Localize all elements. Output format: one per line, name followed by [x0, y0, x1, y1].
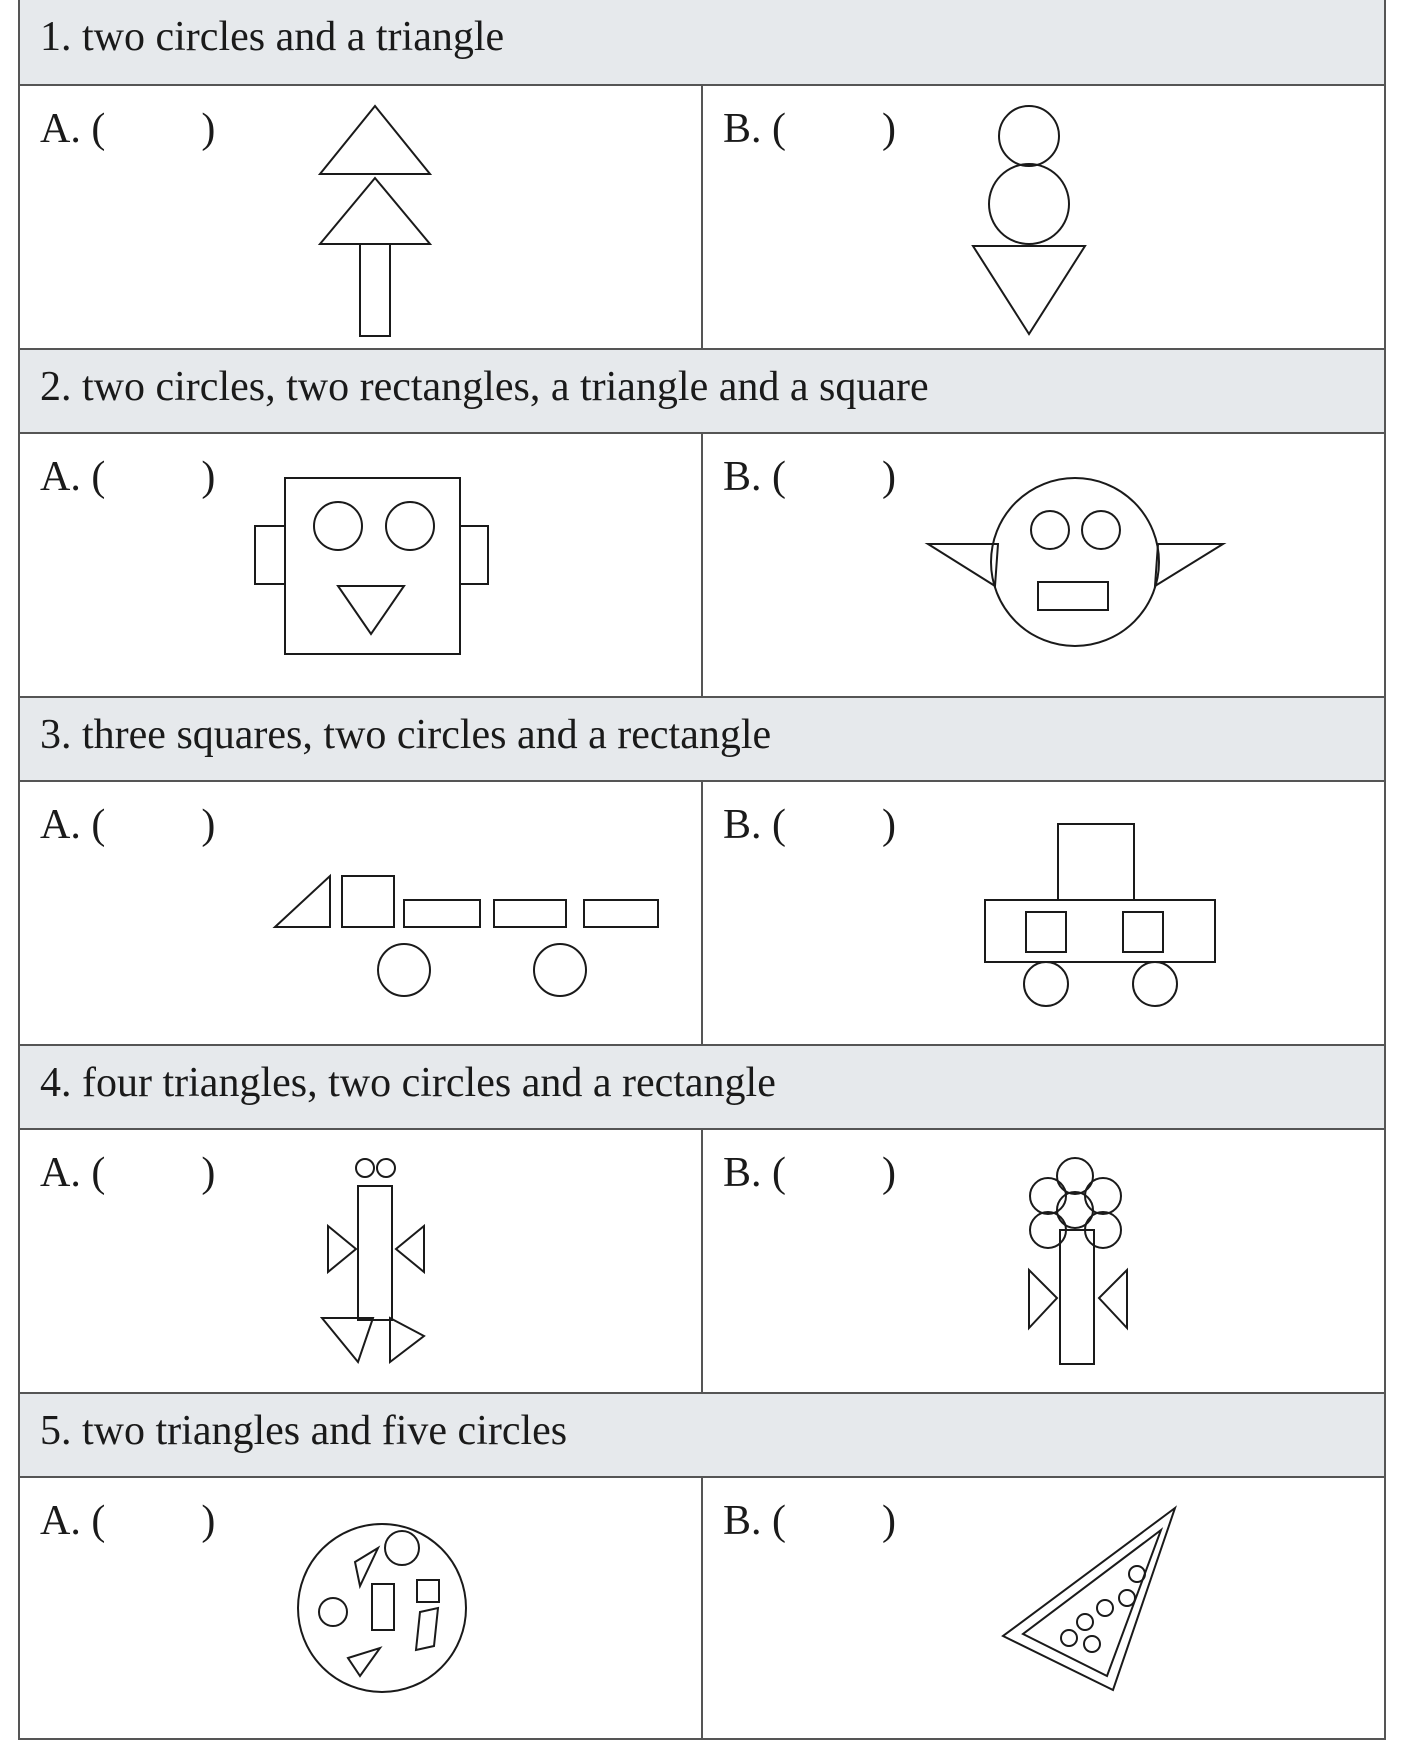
option-label: B. ( )	[723, 106, 897, 152]
option-label: A. ( )	[40, 1150, 216, 1196]
option-label: B. ( )	[723, 1150, 897, 1196]
robot-face-figure	[20, 434, 703, 696]
arrow-tree-figure	[20, 86, 703, 348]
question-2-options	[20, 434, 1384, 696]
question-4-option-a	[20, 1130, 703, 1392]
option-label: B. ( )	[723, 802, 897, 848]
option-label: B. ( )	[723, 1498, 897, 1544]
round-face-figure	[703, 434, 1384, 696]
rocket-figure	[20, 1130, 703, 1392]
question-3-options	[20, 782, 1384, 1044]
question-5-header	[20, 1392, 1384, 1478]
question-3-option-a	[20, 782, 703, 1044]
option-label: B. ( )	[723, 454, 897, 500]
pizza-slice-figure	[703, 1478, 1384, 1740]
answer-blank-b[interactable]: ( )	[772, 802, 897, 848]
question-3-text: 3. three squares, two circles and a rectangle	[40, 712, 772, 758]
answer-blank-a[interactable]: ( )	[91, 106, 216, 152]
option-label: A. ( )	[40, 802, 216, 848]
worksheet	[18, 0, 1386, 1740]
answer-blank-b[interactable]: ( )	[772, 1498, 897, 1544]
question-2-option-a	[20, 434, 703, 696]
snowman-figure	[703, 86, 1384, 348]
answer-blank-a[interactable]: ( )	[91, 1498, 216, 1544]
question-3-option-b	[703, 782, 1384, 1044]
flower-figure	[703, 1130, 1384, 1392]
question-3-header	[20, 696, 1384, 782]
question-4-option-b	[703, 1130, 1384, 1392]
question-2-text: 2. two circles, two rectangles, a triangle and a square	[40, 364, 929, 410]
question-5-option-b	[703, 1478, 1384, 1740]
question-1-option-b	[703, 86, 1384, 348]
question-2-header	[20, 348, 1384, 434]
question-4-header	[20, 1044, 1384, 1130]
option-label: A. ( )	[40, 106, 216, 152]
question-5-option-a	[20, 1478, 703, 1740]
answer-blank-a[interactable]: ( )	[91, 1150, 216, 1196]
pizza-round-figure	[20, 1478, 703, 1740]
train-figure	[20, 782, 703, 1044]
question-1-option-a	[20, 86, 703, 348]
answer-blank-a[interactable]: ( )	[91, 454, 216, 500]
question-4-options	[20, 1130, 1384, 1392]
question-1-text: 1. two circles and a triangle	[40, 14, 505, 60]
answer-blank-a[interactable]: ( )	[91, 802, 216, 848]
question-1-header	[20, 0, 1384, 86]
answer-blank-b[interactable]: ( )	[772, 1150, 897, 1196]
question-4-text: 4. four triangles, two circles and a rectangle	[40, 1060, 776, 1106]
answer-blank-b[interactable]: ( )	[772, 106, 897, 152]
question-5-options	[20, 1478, 1384, 1740]
option-label: A. ( )	[40, 1498, 216, 1544]
car-figure	[703, 782, 1384, 1044]
option-label: A. ( )	[40, 454, 216, 500]
question-2-option-b	[703, 434, 1384, 696]
question-1-options	[20, 86, 1384, 348]
question-5-text: 5. two triangles and five circles	[40, 1408, 568, 1454]
answer-blank-b[interactable]: ( )	[772, 454, 897, 500]
